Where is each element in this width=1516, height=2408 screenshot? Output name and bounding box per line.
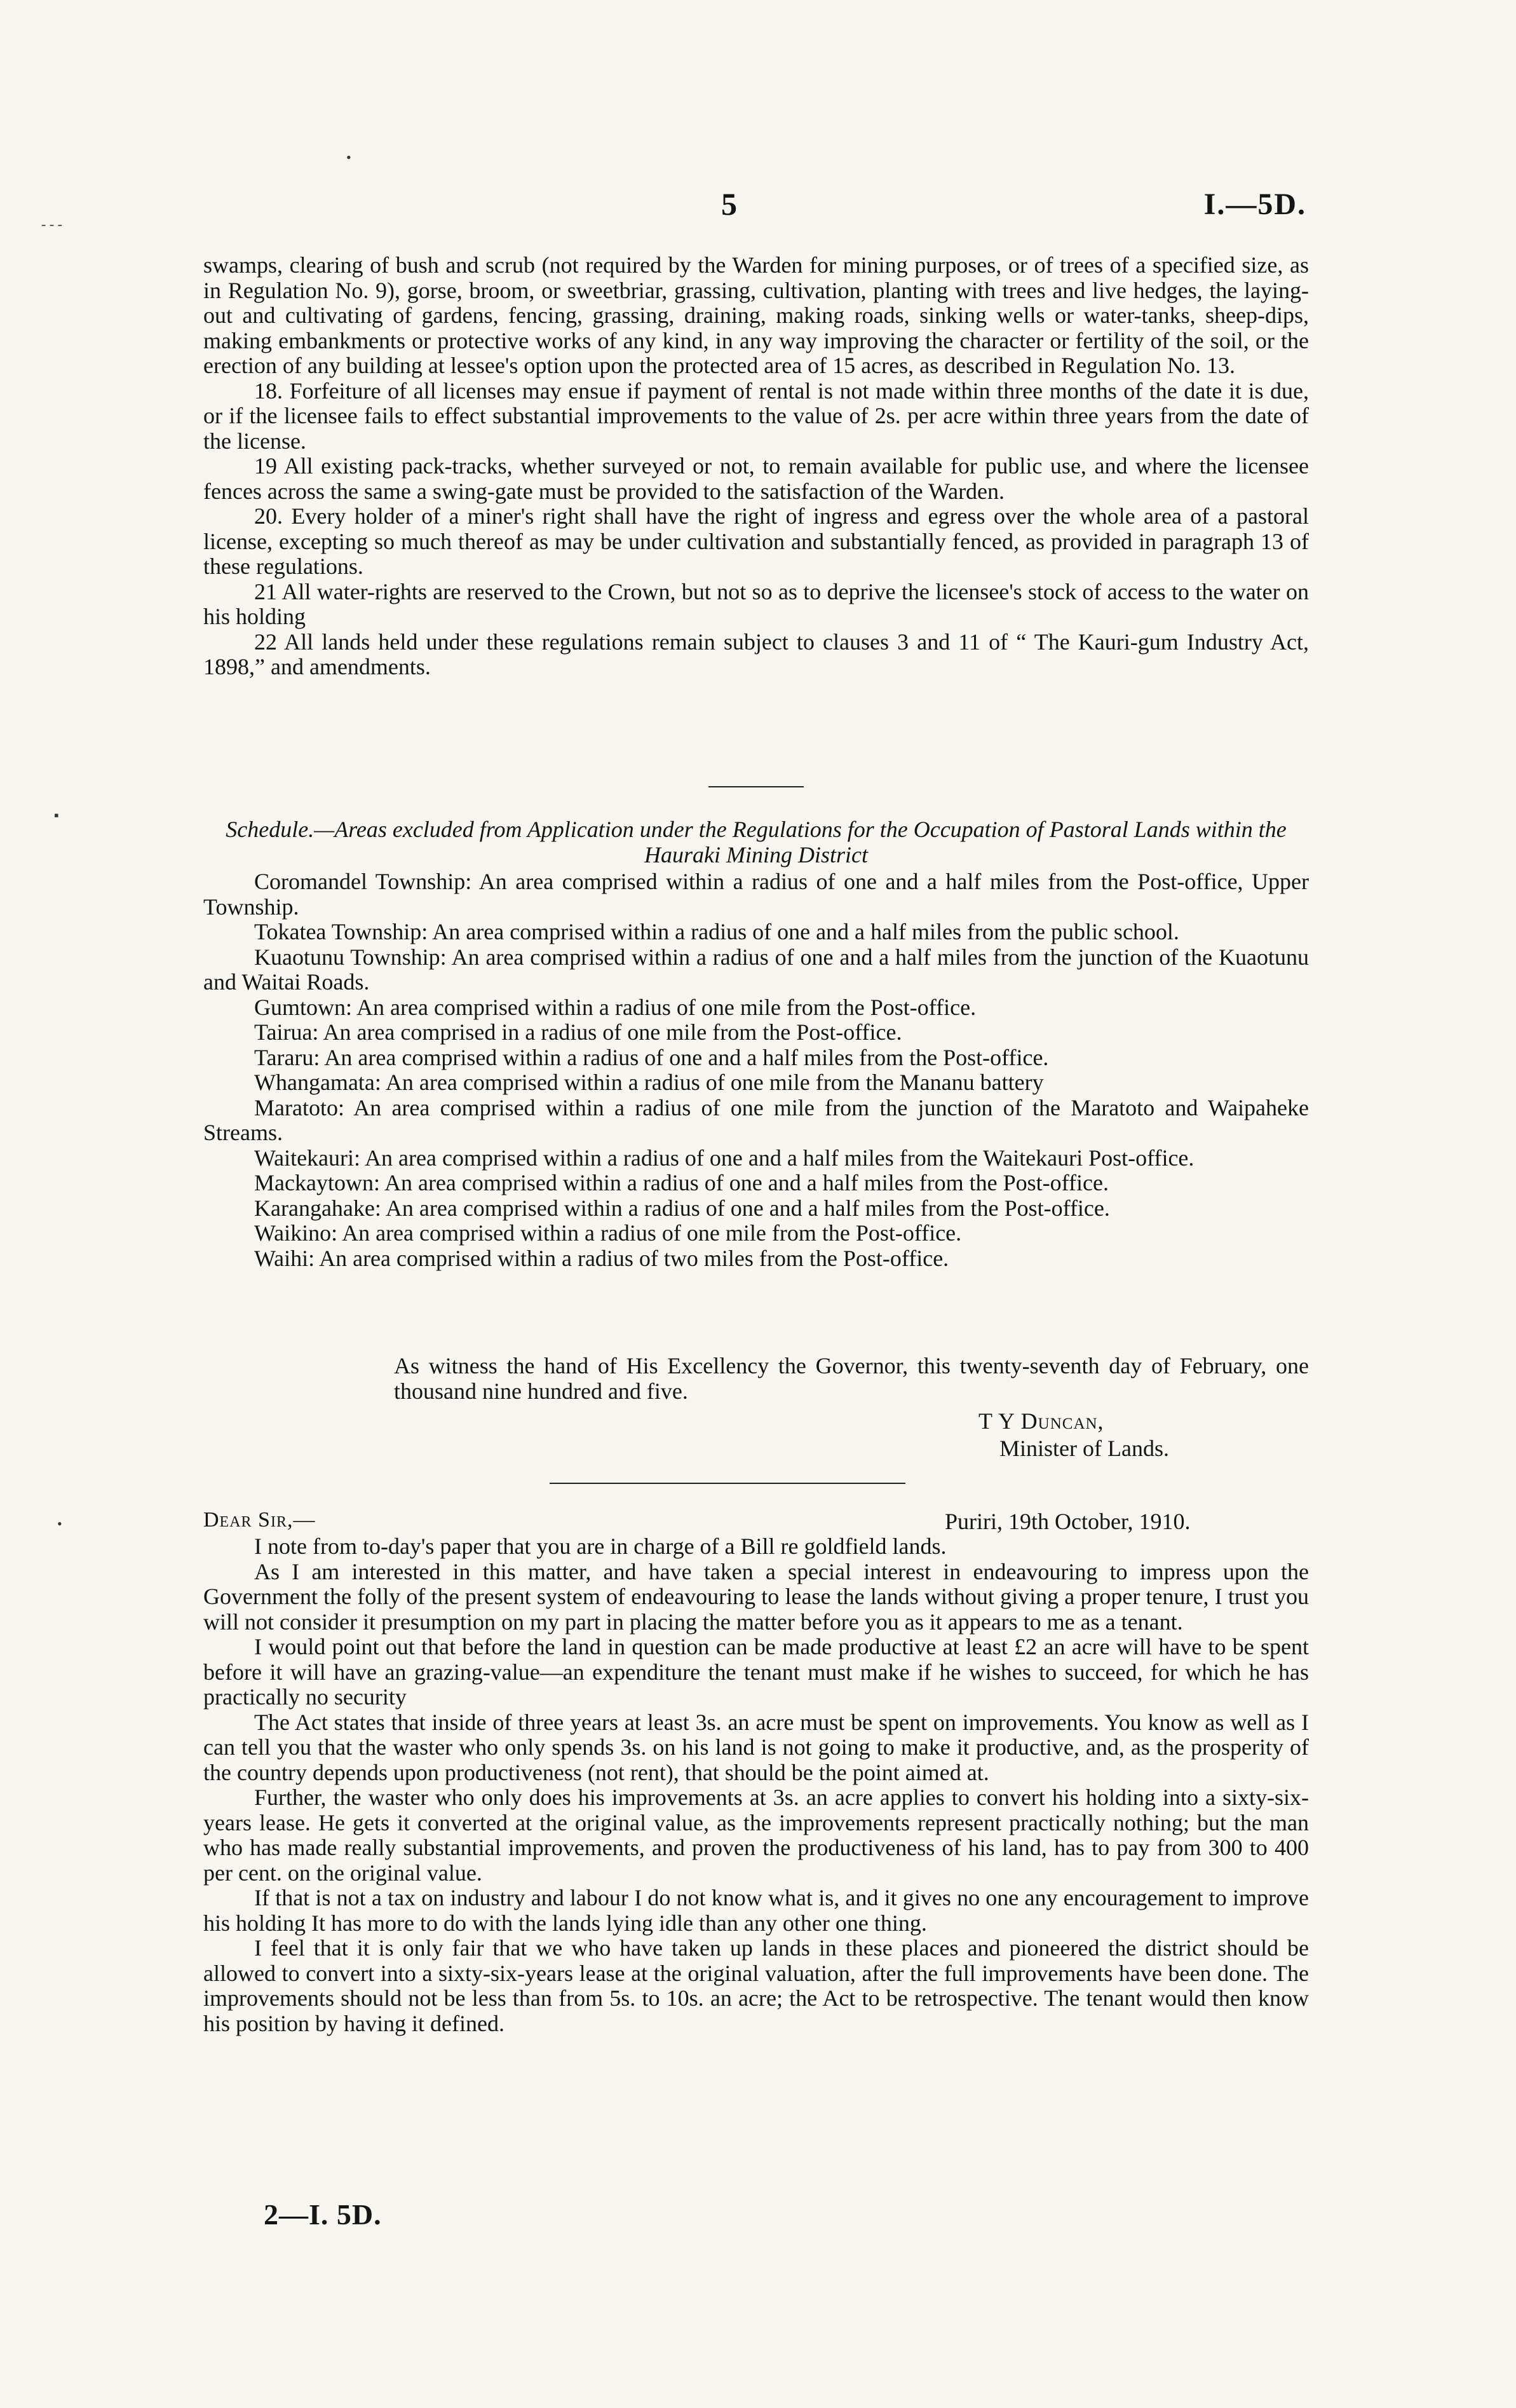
- section-divider: [550, 1483, 905, 1484]
- letter-paragraph: Further, the waster who only does his improvements at 3s. an acre applies to convert his holding into a sixty-six-years lease. He gets it converted at the original value, as the improvements represent practically nothing; but the man who has made really substantial improvements, and proven the productiveness of his land, has to pay from 300 to 400 per cent. on the original value.: [203, 1785, 1309, 1886]
- schedule-entry: Tairua: An area comprised in a radius of one mile from the Post-office.: [254, 1019, 902, 1045]
- letter-body: [203, 1534, 1309, 2036]
- witness-clause: As witness the hand of His Excellency the Governor, this twenty-seventh day of February, one thousand nine hundred and five.: [394, 1353, 1309, 1404]
- continued-regulations: [203, 253, 1309, 680]
- schedule-entry: Tararu: An area comprised within a radius of one and a half miles from the Post-office.: [254, 1044, 1049, 1070]
- letter-date: Puriri, 19th October, 1910.: [945, 1509, 1191, 1534]
- schedule-entry: Tokatea Township: An area comprised within a radius of one and a half miles from the public school.: [254, 919, 1179, 944]
- page-number: 5: [721, 186, 737, 222]
- letter-paragraph: I would point out that before the land in question can be made productive at least £2 an acre will have to be spent before it will have an grazing-value—an expenditure the tenant must make if he wishes to succeed, for which he has practically no security: [203, 1634, 1309, 1710]
- schedule-entry: Coromandel Township: An area comprised within a radius of one and a half miles from the Post-office, Upper Township.: [203, 869, 1309, 920]
- paragraph-18: 18. Forfeiture of all licenses may ensue if payment of rental is not made within three months of the date it is due, or if the licensee fails to effect substantial improvements to the value of 2s. per acre within three years from the date of the license.: [203, 378, 1309, 454]
- schedule-entry: Karangahake: An area comprised within a radius of one and a half miles from the Post-office.: [254, 1195, 1110, 1221]
- schedule-entry: Waihi: An area comprised within a radius of two miles from the Post-office.: [254, 1245, 949, 1271]
- paragraph-20: 20. Every holder of a miner's right shall have the right of ingress and egress over the whole area of a pastoral license, excepting so much thereof as may be under cultivation and substantially fenced, as provided in paragraph 13 of these regulations.: [203, 503, 1309, 579]
- schedule-entry: Waitekauri: An area comprised within a radius of one and a half miles from the Waitekauri Post-office.: [254, 1145, 1195, 1171]
- schedule-entry: Whangamata: An area comprised within a radius of one mile from the Mananu battery: [254, 1070, 1044, 1095]
- schedule-entry: Kuaotunu Township: An area comprised within a radius of one and a half miles from the junction of the Kuaotunu and Waitai Roads.: [203, 944, 1309, 995]
- paragraph-21: 21 All water-rights are reserved to the Crown, but not so as to deprive the licensee's stock of access to the water on his holding: [203, 578, 1309, 629]
- signer-name: T Y Duncan,: [978, 1408, 1104, 1434]
- schedule-list: [203, 869, 1309, 1271]
- schedule-heading: Schedule.—Areas excluded from Application under the Regulations for the Occupation of Pastoral Lands within the Hauraki Mining District: [226, 817, 1287, 867]
- margin-speck: •: [57, 1516, 62, 1532]
- page-code: I.—5D.: [1203, 187, 1306, 221]
- paragraph-22: 22 All lands held under these regulations remain subject to clauses 3 and 11 of “ The Kauri-gum Industry Act, 1898,” and amendments.: [203, 629, 1309, 679]
- signer-title: Minister of Lands.: [999, 1436, 1169, 1461]
- letter-paragraph: I feel that it is only fair that we who have taken up lands in these places and pioneered the district should be allowed to convert into a sixty-six-years lease at the original valuation, after the full improvements have been done. The improvements should not be less than from 5s. to 10s. an acre; the Act to be retrospective. The tenant would then know his position by having it defined.: [203, 1935, 1309, 2036]
- margin-speck: ▪: [54, 807, 59, 823]
- schedule-entry: Gumtown: An area comprised within a radius of one mile from the Post-office.: [254, 994, 977, 1020]
- letter-paragraph: If that is not a tax on industry and labour I do not know what is, and it gives no one any encouragement to improve his holding It has more to do with the lands lying idle than any other one thing.: [203, 1885, 1309, 1936]
- letter-paragraph: The Act states that inside of three years at least 3s. an acre must be spent on improvements. You know as well as I can tell you that the waster who only spends 3s. on his land is not going to make it productive, and, as the prosperity of the country depends upon productiveness (not rent), that should be the point aimed at.: [203, 1709, 1309, 1785]
- section-divider: [708, 786, 804, 787]
- schedule-entry: Maratoto: An area comprised within a radius of one mile from the junction of the Maratoto and Waipaheke Streams.: [203, 1094, 1309, 1145]
- paragraph-19: 19 All existing pack-tracks, whether surveyed or not, to remain available for public use, and where the licensee fences across the same a swing-gate must be provided to the satisfaction of the Warden.: [203, 453, 1309, 504]
- printer-signature-mark: 2—I. 5D.: [264, 2198, 382, 2231]
- letter-paragraph: As I am interested in this matter, and have taken a special interest in endeavouring to impress upon the Government the folly of the present system of endeavouring to lease the lands without giving a proper tenure, I trust you will not consider it presumption on my part in placing the matter before you as it appears to me as a tenant.: [203, 1558, 1309, 1635]
- letter-salutation: Dear Sir,—: [203, 1508, 316, 1532]
- schedule-entry: Mackaytown: An area comprised within a radius of one and a half miles from the Post-office.: [254, 1170, 1109, 1195]
- margin-speck: •: [346, 149, 351, 165]
- paragraph-continued: swamps, clearing of bush and scrub (not required by the Warden for mining purposes, or of trees of a specified size, as in Regulation No. 9), gorse, broom, or sweetbriar, grassing, cultivation, planting with trees and live hedges, the laying-out and cultivating of gardens, fencing, grassing, draining, making roads, sinking wells or water-tanks, sheep-dips, making embankments or protective works of any kind, in any way improving the character or fertility of the soil, or the erection of any building at lessee's option upon the protected area of 15 acres, as described in Regulation No. 13.: [203, 252, 1309, 378]
- margin-speck: - - -: [41, 216, 62, 232]
- schedule-entry: Waikino: An area comprised within a radius of one mile from the Post-office.: [254, 1220, 962, 1246]
- letter-paragraph: I note from to-day's paper that you are in charge of a Bill re goldfield lands.: [254, 1534, 947, 1559]
